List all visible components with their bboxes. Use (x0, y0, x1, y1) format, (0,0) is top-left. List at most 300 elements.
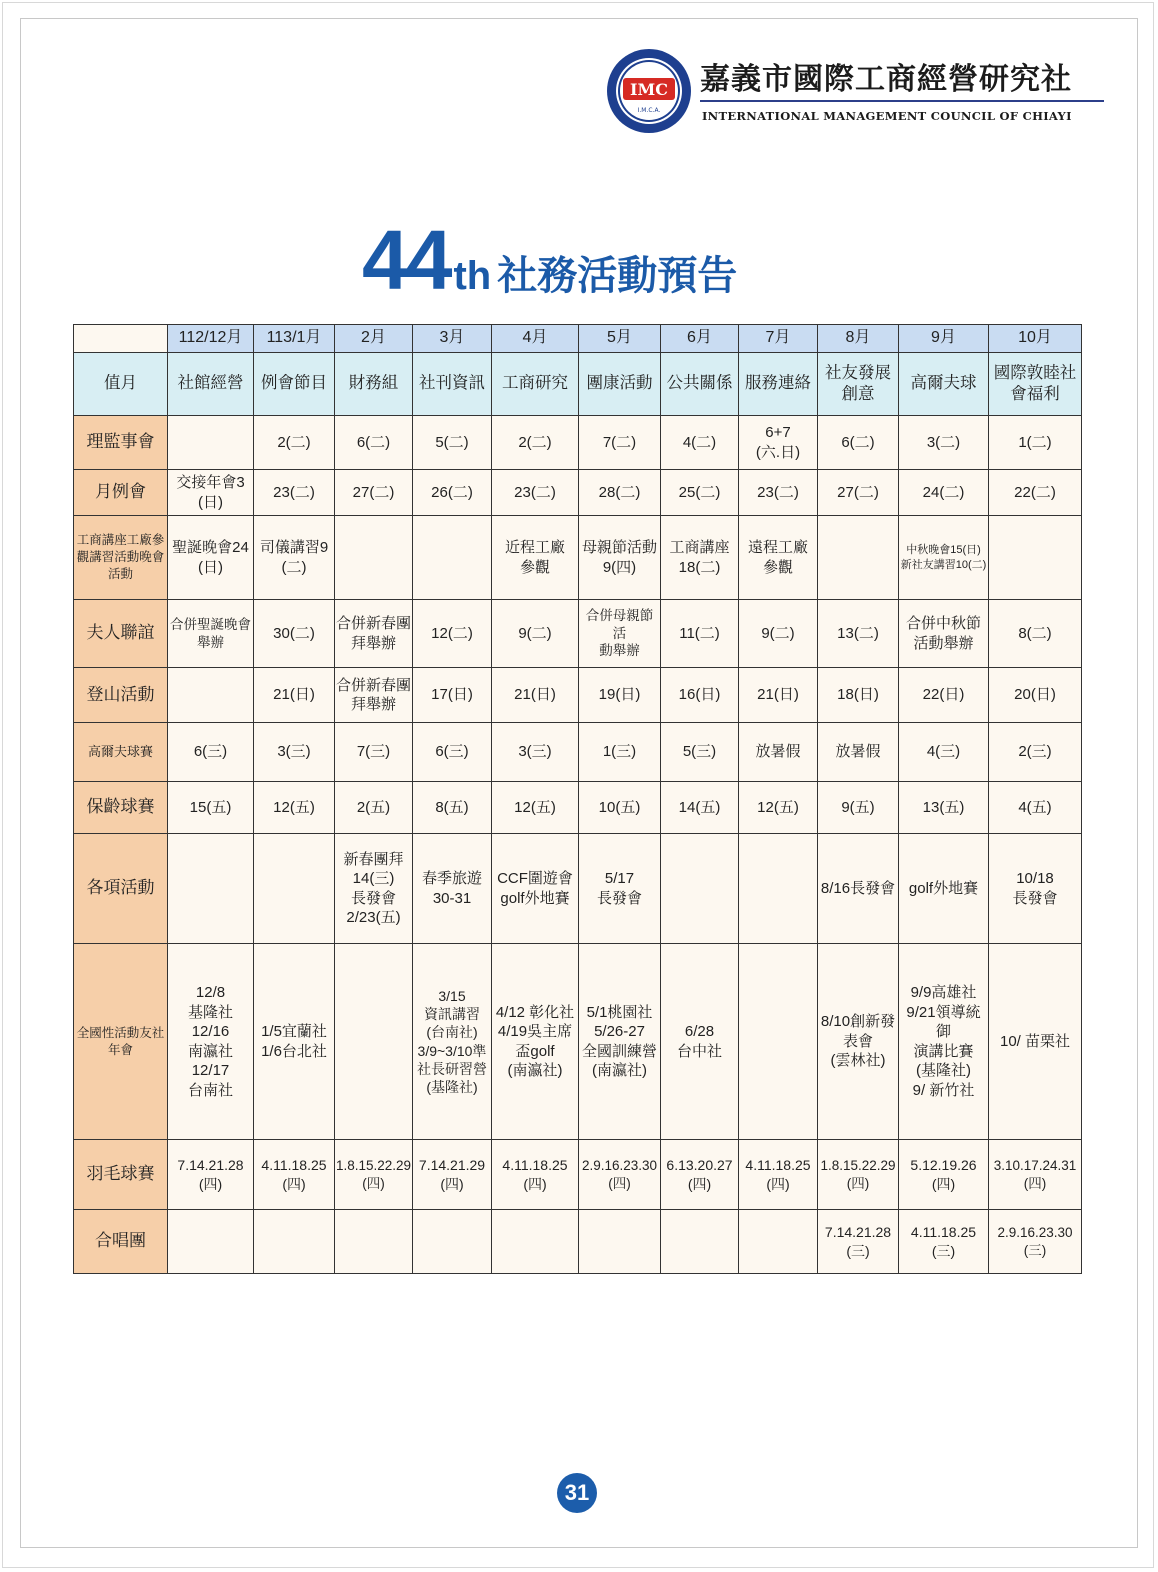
corner-cell (74, 325, 168, 353)
cell-text-line: 放暑假 (835, 743, 881, 761)
table-cell (254, 516, 335, 600)
row-label: 羽毛球賽 (74, 1140, 168, 1210)
table-cell (168, 600, 254, 668)
table-cell (661, 834, 739, 944)
cell-text-line: 12(五) (757, 798, 799, 816)
cell-text-line: (基隆社) (916, 1062, 971, 1079)
table-cell (492, 723, 579, 782)
table-cell (818, 944, 899, 1140)
cell-text-line: 1/6台北社 (261, 1042, 327, 1060)
cell-text-line: 南瀛社 (187, 1042, 233, 1060)
table-cell (579, 834, 661, 944)
title-text: 社務活動預告 (497, 253, 738, 299)
cell-text-line: (四) (766, 1175, 790, 1192)
month-header: 8月 (818, 325, 899, 353)
month-header: 7月 (739, 325, 818, 353)
title-number: 44 (362, 213, 450, 307)
cell-text-line: 8/10創新發 (820, 1013, 896, 1031)
activity-schedule-table (73, 324, 1082, 1274)
cell-text-line: (四) (362, 1175, 385, 1191)
table-cell (818, 668, 899, 723)
table-cell (579, 516, 661, 600)
cell-text-line: 5(二) (435, 433, 469, 451)
table-cell (168, 1210, 254, 1274)
cell-text-line: 8(五) (435, 798, 469, 816)
cell-text-line: 放暑假 (755, 743, 801, 761)
cell-text-line: (四) (523, 1175, 547, 1192)
table-cell (579, 723, 661, 782)
cell-text-line: 工商研究 (502, 374, 568, 393)
table-cell (492, 470, 579, 516)
table-cell (899, 353, 989, 416)
cell-text-line: 1.8.15.22.29 (820, 1157, 896, 1173)
cell-text-line: 4/19吳主席 (497, 1023, 573, 1040)
cell-text-line: 國際敦睦社會福利 (993, 363, 1077, 403)
table-cell (492, 1140, 579, 1210)
cell-text-line: 2(二) (277, 433, 311, 451)
cell-text-line: 4.11.18.25 (261, 1157, 327, 1174)
cell-text-line: 動舉辦 (599, 643, 640, 659)
row-label: 工商講座工廠參觀講習活動晚會活動 (74, 516, 168, 600)
cell-text-line: (雲林社) (830, 1052, 886, 1070)
table-cell (492, 516, 579, 600)
table-cell (168, 416, 254, 470)
cell-text-line: 社長研習營 (417, 1060, 487, 1077)
table-cell (818, 782, 899, 834)
table-cell (254, 834, 335, 944)
cell-text-line: (台南社) (426, 1024, 478, 1041)
table-cell (579, 782, 661, 834)
page-number: 31 (557, 1473, 597, 1513)
cell-text-line: 盃golf (515, 1042, 555, 1060)
cell-text-line: 社友發展創意 (825, 363, 891, 403)
table-cell (335, 944, 413, 1140)
table-row (74, 1140, 1082, 1210)
table-cell (989, 834, 1082, 944)
table-cell (254, 416, 335, 470)
table-cell (661, 353, 739, 416)
cell-text-line: 4.11.18.25 (745, 1157, 811, 1174)
cell-text-line: 18(日) (837, 686, 879, 704)
cell-text-line: 7(二) (602, 433, 637, 451)
cell-text-line: 15(五) (189, 798, 232, 816)
table-cell (818, 1210, 899, 1274)
table-cell (413, 1210, 492, 1274)
cell-text-line: 交接年會3 (176, 474, 245, 491)
table-cell (413, 353, 492, 416)
cell-text-line: 新春團拜 (343, 850, 404, 868)
table-cell (492, 834, 579, 944)
table-cell (335, 834, 413, 944)
table-cell (739, 668, 818, 723)
cell-text-line: 合併母親節活 (585, 608, 654, 641)
table-cell (739, 1140, 818, 1210)
cell-text-line: 12(五) (514, 798, 556, 816)
table-cell (579, 668, 661, 723)
cell-text-line: 例會節目 (261, 374, 327, 393)
cell-text-line: 資訊講習 (424, 1006, 480, 1023)
table-row (74, 600, 1082, 668)
cell-text-line: 6/28 (684, 1023, 715, 1040)
header-rule (700, 100, 1104, 102)
cell-text-line: 6+7 (765, 424, 791, 441)
table-cell (492, 1210, 579, 1274)
table-cell (492, 944, 579, 1140)
table-cell (989, 944, 1082, 1140)
table-cell (661, 516, 739, 600)
table-cell (739, 600, 818, 668)
cell-text-line: 12/8 (195, 984, 226, 1001)
cell-text-line: 4/12 彰化社 (495, 1003, 575, 1021)
table-cell (492, 668, 579, 723)
cell-text-line: (日) (198, 558, 223, 576)
table-cell (413, 782, 492, 834)
cell-text-line: 2.9.16.23.30 (581, 1157, 658, 1173)
cell-text-line: 9(二) (761, 624, 795, 642)
cell-text-line: 工商講座 (669, 539, 730, 556)
cell-text-line: 9(二) (518, 624, 552, 642)
cell-text-line: 表會 (842, 1032, 873, 1050)
cell-text-line: 參觀 (519, 558, 550, 576)
table-cell (579, 353, 661, 416)
table-cell (168, 353, 254, 416)
cell-text-line: 8(二) (1018, 624, 1052, 642)
table-cell (335, 723, 413, 782)
table-cell (899, 470, 989, 516)
table-cell (168, 516, 254, 600)
table-cell (413, 1140, 492, 1210)
table-cell (413, 470, 492, 516)
cell-text-line: 13(五) (922, 798, 965, 816)
table-row (74, 668, 1082, 723)
table-cell (335, 416, 413, 470)
title-suffix: th (453, 254, 492, 298)
table-cell (254, 668, 335, 723)
cell-text-line: 5/17 (604, 870, 635, 887)
table-cell (335, 516, 413, 600)
row-label: 夫人聯誼 (74, 600, 168, 668)
cell-text-line: 公共關係 (666, 374, 733, 393)
cell-text-line: 14(三) (352, 870, 395, 887)
cell-text-line: 中秋晚會15(日) (906, 544, 981, 557)
cell-text-line: 14(五) (678, 798, 721, 816)
cell-text-line: 合併聖誕晚會 (170, 616, 251, 632)
cell-text-line: 4.11.18.25 (502, 1157, 568, 1174)
table-cell (899, 1210, 989, 1274)
table-cell (739, 353, 818, 416)
cell-text-line: 23(二) (514, 483, 556, 501)
table-cell (168, 668, 254, 723)
cell-text-line: 3(二) (926, 433, 961, 451)
table-cell (739, 944, 818, 1140)
table-cell (413, 416, 492, 470)
cell-text-line: CCF圍遊會 (497, 870, 573, 887)
table-cell (989, 416, 1082, 470)
table-cell (492, 600, 579, 668)
table-cell (739, 834, 818, 944)
cell-text-line: 12(五) (273, 798, 315, 816)
table-cell (818, 353, 899, 416)
table-cell (818, 723, 899, 782)
table-cell (899, 782, 989, 834)
cell-text-line: 3(三) (277, 743, 311, 761)
cell-text-line: 3.10.17.24.31 (993, 1157, 1077, 1173)
cell-text-line: 23(二) (757, 483, 799, 501)
cell-text-line: 社刊資訊 (419, 374, 485, 393)
cell-text-line: 10(五) (598, 798, 641, 816)
table-row (74, 516, 1082, 600)
table-cell (899, 516, 989, 600)
cell-text-line: 24(二) (922, 483, 965, 501)
cell-text-line: 6.13.20.27 (666, 1157, 733, 1174)
table-row (74, 834, 1082, 944)
table-cell (335, 353, 413, 416)
cell-text-line: 25(二) (678, 483, 721, 501)
table-cell (661, 944, 739, 1140)
month-header: 2月 (335, 325, 413, 353)
cell-text-line: 9(四) (602, 558, 637, 576)
cell-text-line: (四) (198, 1175, 223, 1192)
table-cell (661, 1210, 739, 1274)
cell-text-line: 13(二) (837, 624, 879, 642)
table-cell (989, 600, 1082, 668)
table-cell (739, 1210, 818, 1274)
month-header: 4月 (492, 325, 579, 353)
cell-text-line: 演講比賽 (913, 1042, 974, 1060)
row-label: 值月 (74, 353, 168, 416)
cell-text-line: golf外地賽 (908, 879, 979, 897)
table-cell (492, 353, 579, 416)
cell-text-line: 團康活動 (586, 374, 653, 393)
cell-text-line: 5.12.19.26 (910, 1157, 977, 1174)
table-cell (579, 470, 661, 516)
cell-text-line: 2(三) (1018, 743, 1052, 761)
table-cell (899, 600, 989, 668)
table-cell (661, 1140, 739, 1210)
table-cell (818, 416, 899, 470)
table-cell (989, 1140, 1082, 1210)
table-cell (739, 723, 818, 782)
table-cell (413, 668, 492, 723)
cell-text-line: 9(五) (841, 798, 875, 816)
table-cell (168, 782, 254, 834)
table-cell (661, 416, 739, 470)
cell-text-line: (南瀛社) (507, 1062, 563, 1079)
table-cell (818, 834, 899, 944)
cell-text-line: (四) (846, 1175, 870, 1191)
cell-text-line: 2/23(五) (346, 909, 401, 926)
table-cell (739, 416, 818, 470)
table-cell (989, 353, 1082, 416)
cell-text-line: 基隆社 (187, 1003, 233, 1021)
cell-text-line: 7.14.21.28 (824, 1224, 892, 1241)
cell-text-line: golf外地賽 (500, 889, 570, 907)
cell-text-line: 台南社 (187, 1081, 233, 1099)
cell-text-line: 春季旅遊 (421, 870, 482, 887)
table-cell (335, 600, 413, 668)
table-cell (254, 1210, 335, 1274)
table-cell (899, 944, 989, 1140)
cell-text-line: 4.11.18.25 (910, 1224, 977, 1241)
table-cell (989, 782, 1082, 834)
cell-text-line: 1(二) (1018, 433, 1052, 451)
table-row (74, 944, 1082, 1140)
table-cell (739, 470, 818, 516)
cell-text-line: 26(二) (431, 483, 473, 501)
cell-text-line: 4(三) (926, 743, 961, 761)
org-name-cn: 嘉義市國際工商經營研究社 (700, 62, 1072, 97)
cell-text-line: 7(三) (356, 743, 391, 761)
cell-text-line: 12(二) (431, 624, 473, 642)
table-cell (168, 1140, 254, 1210)
table-cell (254, 723, 335, 782)
table-cell (818, 470, 899, 516)
cell-text-line: 財務組 (348, 374, 399, 393)
cell-text-line: 12/16 (191, 1023, 230, 1040)
table-cell (989, 470, 1082, 516)
cell-text-line: 27(二) (352, 483, 395, 501)
cell-text-line: 23(二) (273, 483, 315, 501)
org-name-en: INTERNATIONAL MANAGEMENT COUNCIL OF CHIAYI (702, 109, 1072, 123)
table-cell (661, 470, 739, 516)
table-cell (254, 353, 335, 416)
cell-text-line: 1.8.15.22.29 (336, 1157, 412, 1173)
table-cell (989, 723, 1082, 782)
cell-text-line: 9/9高雄社 (910, 984, 977, 1001)
table-cell (335, 668, 413, 723)
cell-text-line: 2.9.16.23.30 (997, 1224, 1073, 1240)
table-cell (413, 600, 492, 668)
table-cell (899, 416, 989, 470)
cell-text-line: (四) (282, 1175, 306, 1192)
table-cell (413, 944, 492, 1140)
cell-text-line: (三) (846, 1242, 870, 1259)
cell-text-line: 遠程工廠 (747, 539, 808, 556)
cell-text-line: (六.日) (755, 443, 801, 461)
table-row (74, 1210, 1082, 1274)
table-row (74, 470, 1082, 516)
row-label: 各項活動 (74, 834, 168, 944)
table-cell (899, 834, 989, 944)
cell-text-line: 22(二) (1014, 483, 1056, 501)
cell-text-line: 4(五) (1018, 798, 1052, 816)
svg-text:I.M.C.A.: I.M.C.A. (637, 107, 661, 114)
cell-text-line: 28(二) (598, 483, 641, 501)
cell-text-line: 30(二) (273, 624, 315, 642)
cell-text-line: 18(二) (678, 558, 721, 576)
cell-text-line: 全國訓練營 (581, 1042, 657, 1060)
cell-text-line: 合併中秋節 (905, 615, 981, 632)
table-cell (254, 1140, 335, 1210)
cell-text-line: 社館經營 (177, 374, 244, 393)
cell-text-line: 參觀 (762, 558, 793, 576)
table-cell (413, 834, 492, 944)
cell-text-line: 4(二) (682, 433, 717, 451)
table-cell (989, 668, 1082, 723)
cell-text-line: 2(二) (518, 433, 552, 451)
table-cell (335, 782, 413, 834)
table-cell (899, 668, 989, 723)
month-header: 3月 (413, 325, 492, 353)
table-cell (579, 416, 661, 470)
row-label: 合唱團 (74, 1210, 168, 1274)
cell-text-line: 7.14.21.28 (177, 1157, 244, 1174)
cell-text-line: 6(三) (193, 743, 228, 761)
table-cell (661, 782, 739, 834)
table-cell (254, 944, 335, 1140)
table-cell (413, 516, 492, 600)
cell-text-line: (三) (1023, 1242, 1047, 1258)
cell-text-line: 近程工廠 (504, 539, 565, 556)
row-label: 全國性活動友社年會 (74, 944, 168, 1140)
cell-text-line: 9/21領導統御 (906, 1003, 981, 1040)
month-header: 5月 (579, 325, 661, 353)
cell-text-line: 長發會 (350, 889, 396, 907)
cell-text-line: 10/18 (1016, 870, 1054, 887)
cell-text-line: 9/ 新竹社 (912, 1081, 975, 1099)
cell-text-line: 合併新春團 (336, 676, 412, 694)
table-cell (168, 834, 254, 944)
month-header: 9月 (899, 325, 989, 353)
table-row (74, 723, 1082, 782)
cell-text-line: (四) (608, 1175, 631, 1191)
cell-text-line: 拜舉辦 (350, 634, 396, 652)
table-cell (492, 782, 579, 834)
table-cell (818, 516, 899, 600)
table-row (74, 416, 1082, 470)
table-cell (254, 470, 335, 516)
table-cell (335, 1210, 413, 1274)
cell-text-line: 6(三) (435, 743, 469, 761)
cell-text-line: 服務連絡 (745, 374, 811, 393)
row-label: 保齡球賽 (74, 782, 168, 834)
cell-text-line: 3/9~3/10準 (417, 1042, 487, 1059)
cell-text-line: 2(五) (356, 798, 391, 816)
cell-text-line: 6(二) (841, 433, 875, 451)
table-cell (168, 470, 254, 516)
table-cell (989, 516, 1082, 600)
table-cell (818, 1140, 899, 1210)
cell-text-line: 5/1桃園社 (586, 1003, 653, 1021)
table-cell (661, 723, 739, 782)
month-header: 10月 (989, 325, 1082, 353)
cell-text-line: 8/16長發會 (820, 879, 896, 897)
cell-text-line: 1/5宜蘭社 (261, 1023, 327, 1040)
cell-text-line: 12/17 (191, 1062, 230, 1079)
cell-text-line: 高爾夫球 (910, 374, 977, 393)
table-cell (492, 416, 579, 470)
cell-text-line: 20(日) (1014, 686, 1056, 704)
table-row (74, 353, 1082, 416)
cell-text-line: 5/26-27 (594, 1023, 645, 1040)
table-cell (989, 1210, 1082, 1274)
cell-text-line: 17(日) (431, 686, 473, 704)
cell-text-line: 長發會 (1012, 889, 1058, 907)
cell-text-line: (基隆社) (426, 1078, 478, 1095)
table-cell (899, 1140, 989, 1210)
cell-text-line: 聖誕晚會24 (172, 539, 249, 556)
cell-text-line: 活動舉辦 (913, 634, 974, 652)
table-cell (661, 600, 739, 668)
table-cell (579, 944, 661, 1140)
table-cell (254, 782, 335, 834)
cell-text-line: 19(日) (598, 686, 641, 704)
month-header: 113/1月 (254, 325, 335, 353)
cell-text-line: 新社友講習10(二) (900, 558, 987, 571)
table-cell (413, 723, 492, 782)
cell-text-line: 21(日) (757, 686, 799, 704)
table-cell (739, 782, 818, 834)
